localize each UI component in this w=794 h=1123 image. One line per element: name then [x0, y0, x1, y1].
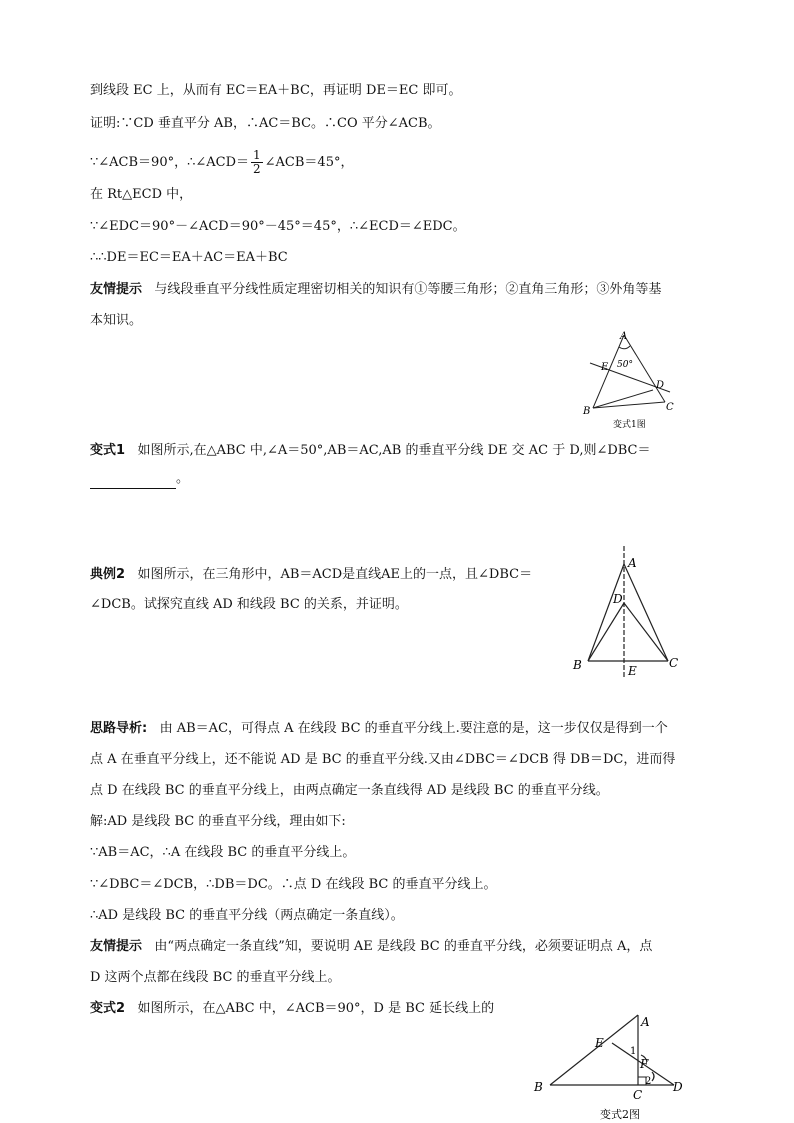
tip-label: 友情提示: [90, 282, 143, 297]
guide-label: 思路导析:: [90, 721, 148, 736]
text-line: [90, 875, 496, 895]
example-line: [90, 565, 532, 585]
text: D 这两个点都在线段 BC 的垂直平分线上。: [90, 970, 341, 985]
text: 在 Rt△ECD 中，: [90, 187, 193, 202]
point-label-d: D: [656, 380, 665, 391]
text: 解:AD 是线段 BC 的垂直平分线，理由如下:: [90, 814, 346, 829]
text: 如图所示,在△ABC 中,∠A＝50°,AB＝AC,AB 的垂直平分线 DE 交 AC 于 D,则∠DBC＝: [137, 443, 651, 458]
text: 点 A 在垂直平分线上，还不能说 AD 是 BC 的垂直平分线.又由∠DBC＝∠DCB 得 DB＝DC，进而得: [90, 752, 676, 767]
text: ∵∠EDC＝90°－∠ACD＝90°－45°＝45°，∴∠ECD＝∠EDC。: [90, 219, 466, 234]
text: 由 AB＝AC，可得点 A 在线段 BC 的垂直平分线上.要注意的是，这一步仅仅是得到一个: [159, 721, 668, 736]
text-line: [90, 81, 462, 101]
angle-label-1: 1: [630, 1046, 637, 1057]
text-line: [90, 750, 675, 770]
edge-ab: [593, 335, 624, 408]
tip-line: [90, 937, 652, 957]
text-line: [90, 595, 408, 615]
text: ∵∠ACB＝90°，∴∠ACD＝: [90, 155, 250, 170]
variant-line: [90, 999, 494, 1019]
text: ∴AD 是线段 BC 的垂直平分线（两点确定一条直线）。: [90, 908, 404, 923]
figure-variant-2: [528, 1010, 708, 1122]
text: ∴∴DE＝EC＝EA＋AC＝EA＋BC: [90, 250, 288, 265]
text-line: [90, 185, 192, 205]
text-line: [90, 114, 441, 134]
edge-ab: [550, 1015, 638, 1085]
text-line: [90, 217, 466, 237]
point-label-a: A: [641, 1015, 650, 1029]
text-line: [90, 812, 346, 832]
text-line: [90, 968, 341, 988]
point-label-b: B: [573, 658, 582, 672]
point-label-e: E: [595, 1036, 604, 1050]
point-label-d: D: [673, 1080, 683, 1094]
point-label-f: F: [640, 1057, 649, 1071]
answer-blank[interactable]: [90, 474, 176, 489]
figure-example-2: [568, 543, 688, 683]
point-label-c: C: [633, 1088, 643, 1102]
point-label-a: A: [620, 331, 628, 342]
answer-line: [90, 469, 189, 489]
fraction-numerator: 1: [253, 148, 261, 162]
tip-label: 友情提示: [90, 939, 143, 954]
point-label-a: A: [628, 556, 637, 570]
point-label-b: B: [534, 1080, 543, 1094]
text: 与线段垂直平分线性质定理密切相关的知识有①等腰三角形；②直角三角形；③外角等基: [154, 282, 662, 297]
text: 证明:∵CD 垂直平分 AB，∴AC＝BC。∴CO 平分∠ACB。: [90, 116, 441, 131]
variant-label: 变式1: [90, 443, 126, 458]
text: 到线段 EC 上，从而有 EC＝EA＋BC，再证明 DE＝EC 即可。: [90, 83, 462, 98]
text-line: [90, 843, 355, 863]
point-label-b: B: [583, 406, 591, 417]
angle-label-2: 2: [645, 1076, 652, 1087]
text: ∵∠DBC＝∠DCB，∴DB＝DC。∴点 D 在线段 BC 的垂直平分线上。: [90, 877, 497, 892]
point-label-d: D: [613, 592, 623, 606]
example-label: 典例2: [90, 567, 126, 582]
text: 点 D 在线段 BC 的垂直平分线上，由两点确定一条直线得 AD 是线段 BC 的垂直平分线。: [90, 783, 609, 798]
text: 如图所示，在△ABC 中，∠ACB＝90°，D 是 BC 延长线上的: [137, 1001, 495, 1016]
variant-line: [90, 441, 651, 461]
guide-line: [90, 719, 668, 739]
text: 本知识。: [90, 313, 143, 328]
figure-variant-1: [580, 330, 700, 430]
point-label-e: E: [628, 664, 637, 678]
text: 如图所示，在三角形中，AB＝ACD是直线AE上的一点，且∠DBC＝: [137, 567, 533, 582]
angle-arc: [619, 346, 630, 349]
text: ∠DCB。试探究直线 AD 和线段 BC 的关系，并证明。: [90, 597, 408, 612]
figure-caption: 变式1图: [613, 420, 646, 430]
tip-line: [90, 280, 661, 300]
point-label-e: E: [601, 362, 609, 373]
point-label-c: C: [666, 402, 674, 413]
text: 由“两点确定一条直线”知，要说明 AE 是线段 BC 的垂直平分线，必须要证明点 A，点: [154, 939, 653, 954]
text: ∠ACB＝45°，: [264, 155, 354, 170]
fraction-denominator: 2: [253, 162, 261, 176]
variant-label: 变式2: [90, 1001, 126, 1016]
text-line: [90, 248, 288, 268]
text: ∵AB＝AC，∴A 在线段 BC 的垂直平分线上。: [90, 845, 356, 860]
text-line-fraction: [90, 149, 353, 176]
figure-caption: 变式2图: [600, 1108, 640, 1121]
angle-label: 50°: [617, 360, 633, 370]
text-line: [90, 906, 404, 926]
point-label-c: C: [669, 656, 679, 670]
text-line: [90, 781, 609, 801]
angle-2-arc: [652, 1072, 654, 1081]
fraction: [251, 149, 263, 176]
text: 。: [176, 471, 190, 486]
text-line: [90, 311, 142, 331]
